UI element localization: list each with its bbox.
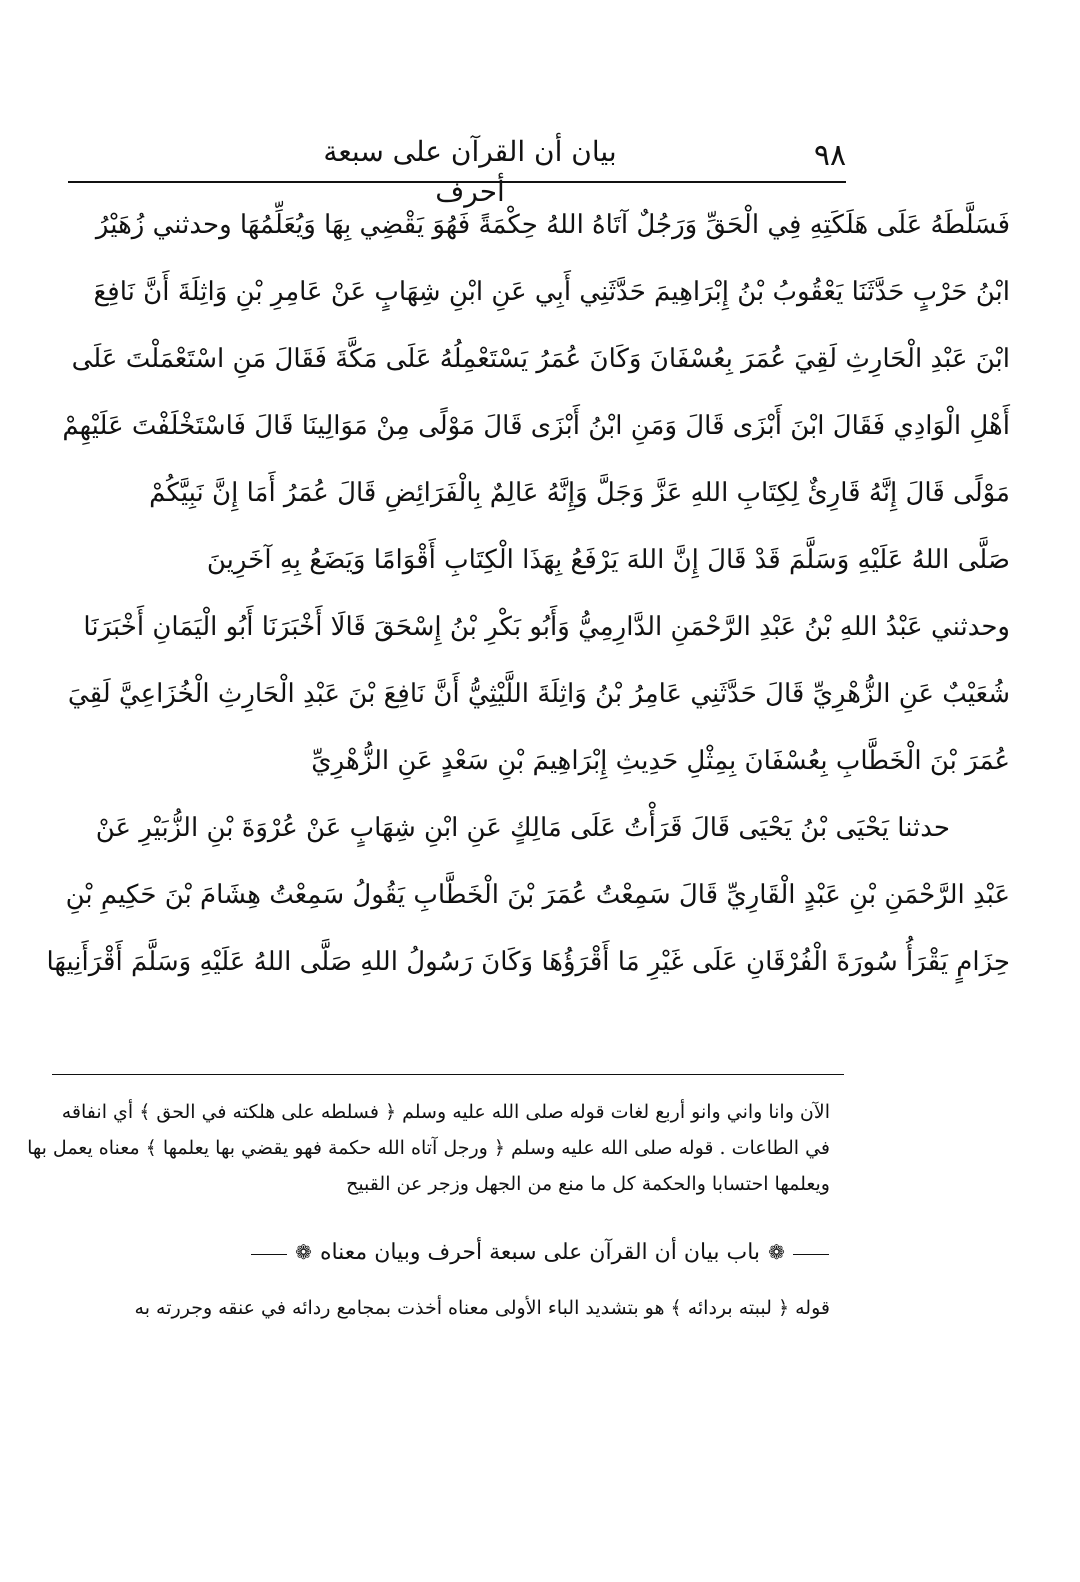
- text-line: عَبْدِ الرَّحْمَنِ بْنِ عَبْدٍ الْقَارِيِّ قَالَ سَمِعْتُ عُمَرَ بْنَ الْخَطَّابِ يَقُولُ سَمِعْتُ هِشَامَ بْنَ حَكِيمِ بْنِ: [65, 880, 1010, 910]
- text-line: صَلَّى اللهُ عَلَيْهِ وَسَلَّمَ قَدْ قَالَ إِنَّ اللهَ يَرْفَعُ بِهَذَا الْكِتَابِ أَقْوَامًا وَيَضَعُ بِهِ آخَرِينَ: [206, 545, 1010, 575]
- ornament-icon: ❁: [768, 1240, 785, 1264]
- text-line: ابْنَ عَبْدِ الْحَارِثِ لَقِيَ عُمَرَ بِعُسْفَانَ وَكَانَ عُمَرُ يَسْتَعْمِلُهُ عَلَى مَكَّةَ فَقَالَ مَنِ اسْتَعْمَلْتَ عَلَى: [71, 344, 1010, 374]
- text-line: حِزَامٍ يَقْرَأُ سُورَةَ الْفُرْقَانِ عَلَى غَيْرِ مَا أَقْرَؤُهَا وَكَانَ رَسُولُ اللهِ صَلَّى اللهُ عَلَيْهِ وَسَلَّمَ أَقْرَأَنِيهَا: [46, 947, 1010, 977]
- text-line: مَوْلًى قَالَ إِنَّهُ قَارِئٌ لِكِتَابِ اللهِ عَزَّ وَجَلَّ وَإِنَّهُ عَالِمٌ بِالْفَرَائِضِ قَالَ عُمَرُ أَمَا إِنَّ نَبِيَّكُمْ: [149, 478, 1010, 508]
- header-rule: [68, 181, 846, 183]
- commentary-line: ويعلمها احتسابا والحكمة كل ما منع من الجهل وزجر عن القبيح: [346, 1173, 830, 1195]
- commentary-line: قوله ﴿ لببته بردائه ﴾ هو بتشديد الباء الأولى معناه أخذت بمجامع ردائه في عنقه وجررته به: [134, 1297, 830, 1319]
- text-line: عُمَرَ بْنَ الْخَطَّابِ بِعُسْفَانَ بِمِثْلِ حَدِيثِ إِبْرَاهِيمَ بْنِ سَعْدٍ عَنِ الزُّهْرِيِّ: [311, 746, 1010, 776]
- ornament-icon: ❁: [295, 1240, 312, 1264]
- text-line: أَهْلِ الْوَادِي فَقَالَ ابْنَ أَبْزَى قَالَ وَمَنِ ابْنُ أَبْزَى قَالَ مَوْلًى مِنْ مَوَالِينَا قَالَ فَاسْتَخْلَفْتَ عَلَيْهِمْ: [62, 411, 1010, 441]
- commentary-line: في الطاعات . قوله صلى الله عليه وسلم ﴿ ورجل آتاه الله حكمة فهو يقضي بها يعلمها ﴾ معناه يعمل بها: [27, 1137, 830, 1159]
- text-line: ابْنُ حَرْبٍ حَدَّثَنَا يَعْقُوبُ بْنُ إِبْرَاهِيمَ حَدَّثَنِي أَبِي عَنِ ابْنِ شِهَابٍ عَنْ عَامِرِ بْنِ وَاثِلَةَ أَنَّ نَافِعَ: [93, 277, 1010, 307]
- text-line: حدثنا يَحْيَى بْنُ يَحْيَى قَالَ قَرَأْتُ عَلَى مَالِكٍ عَنِ ابْنِ شِهَابٍ عَنْ عُرْوَةَ بْنِ الزُّبَيْرِ عَنْ: [95, 813, 950, 843]
- running-title: بيان أن القرآن على سبعة أحرف: [323, 135, 617, 208]
- main-text-block: [46, 192, 1010, 1062]
- commentary-line: الآن وانا واني وانو أربع لغات قوله صلى الله عليه وسلم ﴿ فسلطه على هلكته في الحق ﴾ أي انفاقه: [61, 1101, 830, 1123]
- text-line: فَسَلَّطَهُ عَلَى هَلَكَتِهِ فِي الْحَقِّ وَرَجُلٌ آتَاهُ اللهُ حِكْمَةً فَهُوَ يَقْضِي بِهَا وَيُعَلِّمُهَا وحدثني زُهَيْرُ: [95, 210, 1010, 240]
- page-number: ٩٨: [813, 138, 847, 173]
- commentary-block: [27, 1094, 830, 1202]
- heading-dash: [251, 1254, 287, 1255]
- chapter-heading: [240, 1232, 840, 1272]
- text-line: وحدثني عَبْدُ اللهِ بْنُ عَبْدِ الرَّحْمَنِ الدَّارِمِيُّ وَأَبُو بَكْرِ بْنُ إِسْحَقَ قَالَا أَخْبَرَنَا أَبُو الْيَمَانِ أَخْبَرَنَا: [83, 612, 1010, 642]
- chapter-heading-text: باب بيان أن القرآن على سبعة أحرف وبيان معناه: [319, 1239, 761, 1265]
- footnote-rule: [52, 1074, 844, 1075]
- heading-dash: [793, 1254, 829, 1255]
- commentary-block-2: [134, 1290, 830, 1326]
- text-line: شُعَيْبٌ عَنِ الزُّهْرِيِّ قَالَ حَدَّثَنِي عَامِرُ بْنُ وَاثِلَةَ اللَّيْثِيُّ أَنَّ نَافِعَ بْنَ عَبْدِ الْحَارِثِ الْخُزَاعِيَّ لَقِيَ: [67, 679, 1010, 709]
